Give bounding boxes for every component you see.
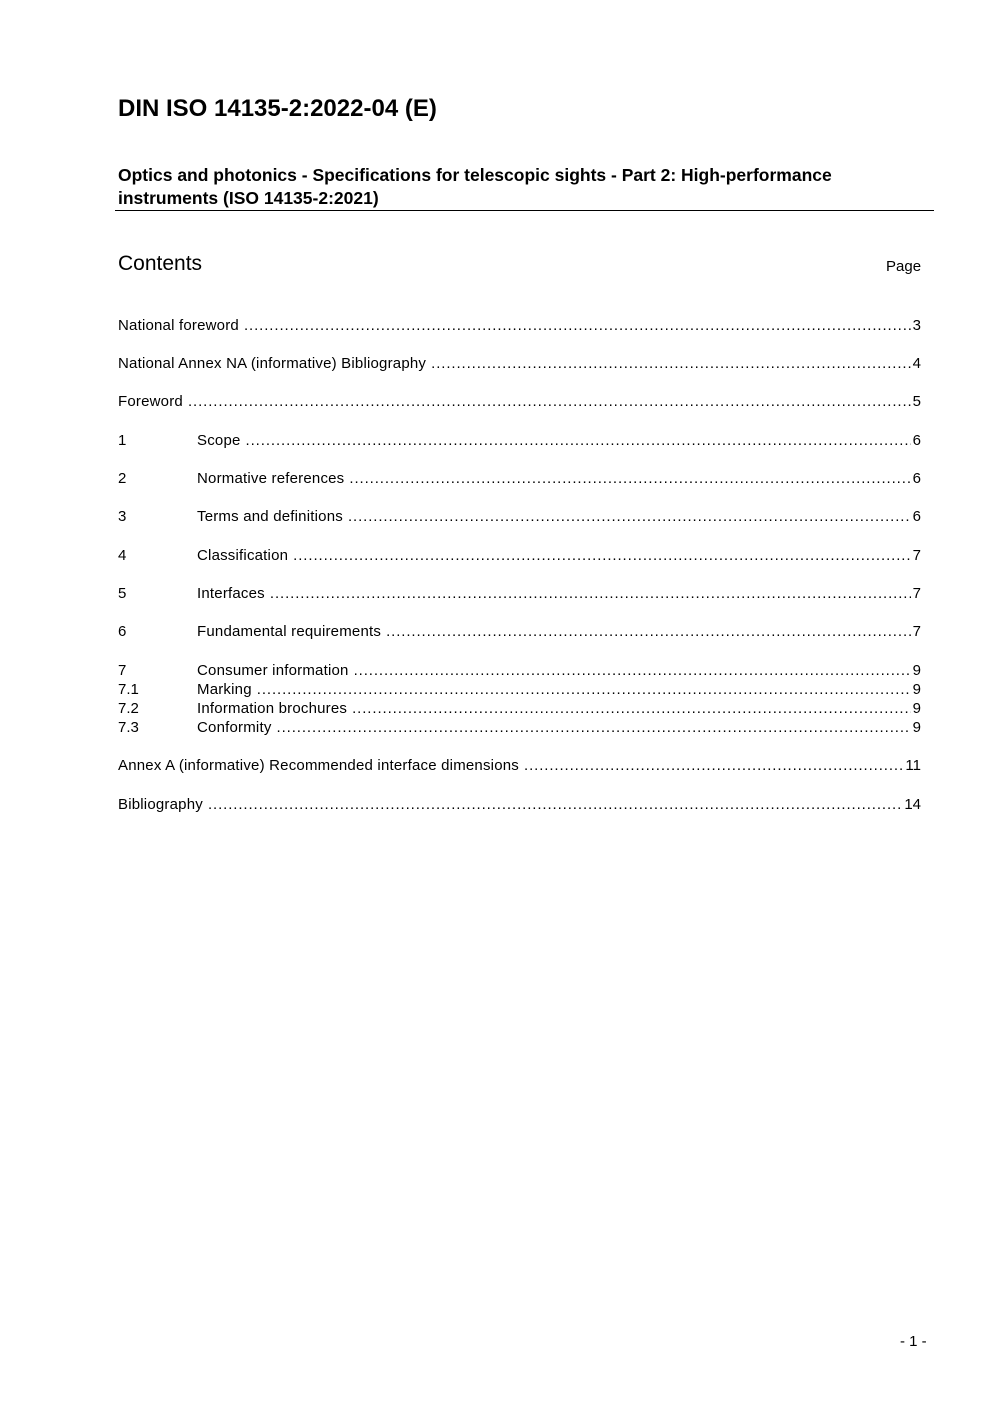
toc-entry-number: 6 [118, 623, 127, 640]
toc-leader-dots [257, 680, 911, 699]
toc-entry-page: 7 [912, 623, 921, 640]
toc-entry-bibliography[interactable] [118, 795, 921, 814]
toc-entry-title: Foreword [118, 393, 183, 410]
toc-entry-title: Scope [197, 432, 241, 449]
toc-entry-title: Annex A (informative) Recommended interface dimensions [118, 757, 519, 774]
toc-entry-page: 11 [905, 757, 921, 774]
toc-leader-dots [431, 354, 911, 373]
page-number: - 1 - [900, 1333, 927, 1350]
title-divider [115, 210, 934, 211]
toc-entry-page: 3 [912, 317, 921, 334]
contents-heading: Contents [118, 252, 203, 275]
toc-entry-title: Classification [197, 547, 289, 564]
toc-entry-national-foreword[interactable] [118, 316, 921, 335]
toc-leader-dots [277, 718, 911, 737]
toc-entry-title: Normative references [197, 470, 345, 487]
toc-leader-dots [349, 469, 910, 488]
toc-entry-title: Bibliography [118, 796, 203, 813]
toc-entry-page: 4 [912, 355, 921, 372]
toc-entry-foreword[interactable] [118, 392, 921, 411]
toc-entry-annex-a[interactable] [118, 756, 921, 775]
toc-entry-consumer-information[interactable] [118, 661, 921, 680]
toc-entry-number: 7.2 [118, 700, 139, 717]
page-column-heading: Page [886, 258, 922, 275]
toc-entry-page: 6 [912, 470, 921, 487]
toc-entry-scope[interactable] [118, 431, 921, 450]
toc-leader-dots [270, 584, 911, 603]
toc-leader-dots [246, 431, 911, 450]
toc-entry-page: 9 [912, 700, 921, 717]
toc-entry-classification[interactable] [118, 546, 921, 565]
toc-entry-title: Marking [197, 681, 252, 698]
toc-leader-dots [348, 507, 911, 526]
document-id: DIN ISO 14135-2:2022-04 (E) [118, 95, 437, 122]
toc-entry-marking[interactable] [118, 680, 921, 699]
toc-entry-conformity[interactable] [118, 718, 921, 737]
toc-entry-title: National Annex NA (informative) Bibliography [118, 355, 427, 372]
toc-leader-dots [244, 316, 911, 335]
toc-leader-dots [293, 546, 910, 565]
toc-entry-normative-references[interactable] [118, 469, 921, 488]
toc-entry-page: 9 [912, 719, 921, 736]
toc-leader-dots [524, 756, 903, 775]
toc-entry-title: Information brochures [197, 700, 348, 717]
toc-leader-dots [208, 795, 902, 814]
toc-entry-title: Interfaces [197, 585, 265, 602]
toc-entry-information-brochures[interactable] [118, 699, 921, 718]
toc-entry-page: 7 [912, 585, 921, 602]
toc-entry-terms-and-definitions[interactable] [118, 507, 921, 526]
toc-entry-interfaces[interactable] [118, 584, 921, 603]
toc-entry-number: 7.3 [118, 719, 139, 736]
toc-entry-number: 5 [118, 585, 127, 602]
toc-entry-title: Terms and definitions [197, 508, 343, 525]
toc-entry-title: Conformity [197, 719, 272, 736]
toc-entry-number: 1 [118, 432, 127, 449]
toc-leader-dots [352, 699, 911, 718]
toc-entry-page: 9 [912, 662, 921, 679]
toc-entry-number: 3 [118, 508, 127, 525]
toc-entry-number: 7.1 [118, 681, 139, 698]
toc-entry-page: 9 [912, 681, 921, 698]
toc-entry-number: 7 [118, 662, 127, 679]
toc-entry-page: 5 [912, 393, 921, 410]
toc-leader-dots [188, 392, 911, 411]
toc-entry-national-annex-na[interactable] [118, 354, 921, 373]
toc-leader-dots [386, 622, 911, 641]
toc-entry-fundamental-requirements[interactable] [118, 622, 921, 641]
toc-entry-title: Fundamental requirements [197, 623, 382, 640]
document-subtitle: Optics and photonics - Specifications for telescopic sights - Part 2: High-performance instruments (ISO 14135-2:2021) [118, 165, 832, 208]
toc-entry-page: 6 [912, 432, 921, 449]
toc-entry-page: 6 [912, 508, 921, 525]
toc-entry-page: 14 [904, 796, 921, 813]
toc-entry-number: 2 [118, 470, 127, 487]
toc-entry-title: Consumer information [197, 662, 349, 679]
toc-entry-title: National foreword [118, 317, 239, 334]
toc-entry-page: 7 [912, 547, 921, 564]
toc-entry-number: 4 [118, 547, 127, 564]
toc-leader-dots [354, 661, 911, 680]
